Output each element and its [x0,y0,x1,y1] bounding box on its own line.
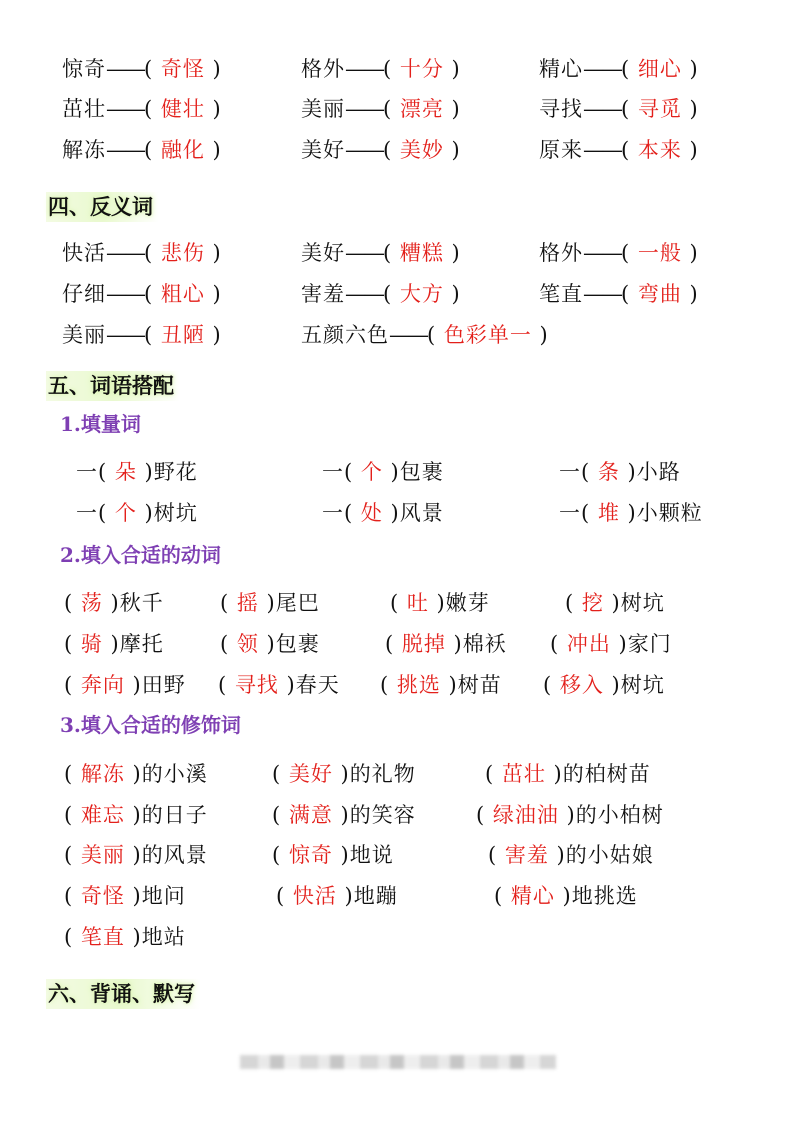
suffix: 的礼物 [349,762,416,786]
answer: 笔直 [80,925,125,949]
dash: —— [583,97,621,121]
suffix: 地问 [141,884,186,908]
answer: 吐 [406,591,429,615]
left-paren: ( [272,843,289,867]
word: 害羞 [301,282,345,306]
dash: —— [345,57,383,81]
suffix: 小颗粒 [636,501,703,525]
suffix: 野花 [153,460,198,484]
suffix: 风景 [399,501,444,525]
verb-item [550,627,672,661]
right-paren: ) [204,241,222,265]
verb-item [64,586,164,620]
subsection-1-heading: 1.填量词 [60,412,141,436]
measure-word-item [76,496,198,530]
left-paren: ( [220,591,237,615]
suffix: 树苗 [457,673,502,697]
synonym-item [301,52,461,86]
prefix: 一 [322,501,344,525]
verb-item [220,586,320,620]
suffix: 春天 [295,673,340,697]
modifier-row [0,920,793,954]
word: 美丽 [301,97,345,121]
right-paren: ) [681,138,699,162]
word: 仔细 [62,282,106,306]
antonym-item [539,277,699,311]
modifier-row [0,757,793,791]
synonym-row [0,133,793,167]
right-paren: ) [382,460,400,484]
right-paren: ) [443,97,461,121]
right-paren: ) [332,762,350,786]
suffix: 秋千 [119,591,164,615]
answer: 融化 [160,138,205,162]
synonym-item [301,133,461,167]
right-paren: ) [603,591,621,615]
right-paren: ) [681,97,699,121]
left-paren: ( [621,138,638,162]
answer: 朵 [114,460,137,484]
modifier-item [64,757,208,791]
left-paren: ( [390,591,407,615]
answer: 领 [236,632,259,656]
answer: 奔向 [80,673,125,697]
word: 解冻 [62,138,106,162]
right-paren: ) [258,632,276,656]
left-paren: ( [98,460,115,484]
right-paren: ) [204,282,222,306]
verb-item [380,668,502,702]
answer: 寻觅 [637,97,682,121]
left-paren: ( [344,460,361,484]
answer: 弯曲 [637,282,682,306]
word: 笔直 [539,282,583,306]
suffix: 地蹦 [353,884,398,908]
dash: —— [106,323,144,347]
right-paren: ) [124,673,142,697]
dash: —— [345,97,383,121]
left-paren: ( [218,673,235,697]
left-paren: ( [144,57,161,81]
modifier-item [272,757,416,791]
suffix: 树坑 [620,591,665,615]
left-paren: ( [144,241,161,265]
answer: 难忘 [80,803,125,827]
left-paren: ( [144,323,161,347]
suffix: 的笑容 [349,803,416,827]
antonym-item [539,236,699,270]
dash: —— [345,241,383,265]
left-paren: ( [220,632,237,656]
measure-word-row [0,496,793,530]
answer: 处 [360,501,383,525]
word: 精心 [539,57,583,81]
right-paren: ) [603,673,621,697]
right-paren: ) [204,97,222,121]
left-paren: ( [494,884,511,908]
suffix: 嫩芽 [445,591,490,615]
right-paren: ) [681,282,699,306]
suffix: 小路 [636,460,681,484]
dash: —— [345,138,383,162]
word: 格外 [301,57,345,81]
dash: —— [583,57,621,81]
right-paren: ) [124,884,142,908]
answer: 堆 [597,501,620,525]
prefix: 一 [322,460,344,484]
answer: 摇 [236,591,259,615]
modifier-item [64,838,208,872]
right-paren: ) [443,282,461,306]
answer: 挑选 [396,673,441,697]
right-paren: ) [102,632,120,656]
modifier-item [64,920,186,954]
verb-row [0,627,793,661]
answer: 大方 [399,282,444,306]
modifier-item [272,838,394,872]
left-paren: ( [380,673,397,697]
answer: 快活 [292,884,337,908]
suffix: 的柏树苗 [562,762,651,786]
right-paren: ) [124,843,142,867]
answer: 个 [114,501,137,525]
antonym-item [62,277,222,311]
synonym-item [539,92,699,126]
answer: 奇怪 [80,884,125,908]
dash: —— [106,57,144,81]
right-paren: ) [336,884,354,908]
answer: 健壮 [160,97,205,121]
answer: 荡 [80,591,103,615]
right-paren: ) [278,673,296,697]
measure-word-item [559,496,703,530]
modifier-row [0,838,793,872]
right-paren: ) [332,843,350,867]
word: 美好 [301,138,345,162]
left-paren: ( [476,803,493,827]
left-paren: ( [64,843,81,867]
answer: 条 [597,460,620,484]
suffix: 地挑选 [571,884,638,908]
word: 格外 [539,241,583,265]
left-paren: ( [621,57,638,81]
right-paren: ) [124,762,142,786]
left-paren: ( [64,884,81,908]
section-6-heading: 六、背诵、默写 [46,979,201,1009]
suffix: 棉袄 [462,632,507,656]
measure-word-item [76,455,198,489]
word: 原来 [539,138,583,162]
answer: 个 [360,460,383,484]
answer: 美妙 [399,138,444,162]
suffix: 的风景 [141,843,208,867]
suffix: 家门 [627,632,672,656]
prefix: 一 [559,460,581,484]
suffix: 地说 [349,843,394,867]
left-paren: ( [488,843,505,867]
suffix: 包裹 [399,460,444,484]
left-paren: ( [550,632,567,656]
dash: —— [106,241,144,265]
right-paren: ) [619,460,637,484]
right-paren: ) [136,460,154,484]
modifier-item [276,879,398,913]
left-paren: ( [144,97,161,121]
word: 五颜六色 [301,323,389,347]
answer: 精心 [510,884,555,908]
verb-item [385,627,507,661]
right-paren: ) [443,241,461,265]
subsection-3-heading: 3.填入合适的修饰词 [60,713,241,737]
answer: 解冻 [80,762,125,786]
left-paren: ( [621,282,638,306]
right-paren: ) [440,673,458,697]
left-paren: ( [144,138,161,162]
section-5-heading: 五、词语搭配 [46,371,180,401]
answer: 本来 [637,138,682,162]
verb-item [218,668,340,702]
dash: —— [106,138,144,162]
left-paren: ( [383,241,400,265]
synonym-item [539,52,699,86]
antonym-item [301,277,461,311]
suffix: 的小柏树 [575,803,664,827]
word: 寻找 [539,97,583,121]
answer: 漂亮 [399,97,444,121]
right-paren: ) [619,501,637,525]
prefix: 一 [76,501,98,525]
right-paren: ) [681,57,699,81]
modifier-row [0,798,793,832]
modifier-item [64,879,186,913]
synonym-item [539,133,699,167]
left-paren: ( [64,925,81,949]
blurred-footer-bar [240,1055,556,1069]
synonym-row [0,92,793,126]
answer: 美丽 [80,843,125,867]
synonym-row [0,52,793,86]
answer: 茁壮 [501,762,546,786]
left-paren: ( [98,501,115,525]
suffix: 的日子 [141,803,208,827]
dash: —— [583,241,621,265]
synonym-item [62,52,222,86]
answer: 丑陋 [160,323,205,347]
measure-word-item [559,455,681,489]
prefix: 一 [76,460,98,484]
left-paren: ( [543,673,560,697]
right-paren: ) [124,925,142,949]
verb-item [64,668,186,702]
antonym-item [62,236,222,270]
right-paren: ) [610,632,628,656]
answer: 害羞 [504,843,549,867]
left-paren: ( [383,57,400,81]
answer: 粗心 [160,282,205,306]
answer: 挖 [581,591,604,615]
suffix: 的小姑娘 [565,843,654,867]
left-paren: ( [581,460,598,484]
right-paren: ) [428,591,446,615]
right-paren: ) [204,323,222,347]
dash: —— [345,282,383,306]
left-paren: ( [64,591,81,615]
answer: 绿油油 [492,803,559,827]
verb-item [64,627,164,661]
modifier-item [64,798,208,832]
synonym-item [62,133,222,167]
left-paren: ( [485,762,502,786]
right-paren: ) [545,762,563,786]
measure-word-item [322,455,444,489]
antonym-row [0,277,793,311]
modifier-item [485,757,651,791]
suffix: 摩托 [119,632,164,656]
right-paren: ) [681,241,699,265]
dash: —— [106,97,144,121]
left-paren: ( [383,282,400,306]
left-paren: ( [64,803,81,827]
suffix: 田野 [141,673,186,697]
suffix: 的小溪 [141,762,208,786]
dash: —— [106,282,144,306]
answer: 寻找 [234,673,279,697]
left-paren: ( [144,282,161,306]
left-paren: ( [621,97,638,121]
modifier-row [0,879,793,913]
left-paren: ( [621,241,638,265]
left-paren: ( [64,762,81,786]
word: 美丽 [62,323,106,347]
suffix: 地站 [141,925,186,949]
antonym-item [301,236,461,270]
left-paren: ( [383,138,400,162]
dash: —— [583,282,621,306]
answer: 十分 [399,57,444,81]
right-paren: ) [443,138,461,162]
right-paren: ) [102,591,120,615]
left-paren: ( [64,673,81,697]
answer: 一般 [637,241,682,265]
left-paren: ( [427,323,444,347]
verb-item [390,586,490,620]
dash: —— [389,323,427,347]
measure-word-item [322,496,444,530]
word: 惊奇 [62,57,106,81]
verb-row [0,586,793,620]
right-paren: ) [531,323,549,347]
suffix: 树坑 [153,501,198,525]
suffix: 包裹 [275,632,320,656]
answer: 奇怪 [160,57,205,81]
modifier-item [488,838,654,872]
suffix: 尾巴 [275,591,320,615]
answer: 惊奇 [288,843,333,867]
answer: 脱掉 [401,632,446,656]
verb-item [565,586,665,620]
right-paren: ) [554,884,572,908]
left-paren: ( [385,632,402,656]
word: 美好 [301,241,345,265]
dash: —— [583,138,621,162]
left-paren: ( [64,632,81,656]
right-paren: ) [443,57,461,81]
answer: 色彩单一 [443,323,532,347]
antonym-item [301,318,549,352]
left-paren: ( [272,803,289,827]
verb-item [543,668,665,702]
right-paren: ) [445,632,463,656]
subsection-2-heading: 2.填入合适的动词 [60,543,221,567]
right-paren: ) [382,501,400,525]
right-paren: ) [204,57,222,81]
answer: 细心 [637,57,682,81]
right-paren: ) [548,843,566,867]
modifier-item [494,879,638,913]
answer: 移入 [559,673,604,697]
answer: 骑 [80,632,103,656]
left-paren: ( [272,762,289,786]
word: 茁壮 [62,97,106,121]
verb-item [220,627,320,661]
left-paren: ( [276,884,293,908]
right-paren: ) [204,138,222,162]
left-paren: ( [344,501,361,525]
word: 快活 [62,241,106,265]
section-4-heading: 四、反义词 [46,192,159,222]
antonym-item [62,318,222,352]
answer: 糟糕 [399,241,444,265]
left-paren: ( [383,97,400,121]
synonym-item [301,92,461,126]
synonym-item [62,92,222,126]
verb-row [0,668,793,702]
right-paren: ) [332,803,350,827]
measure-word-row [0,455,793,489]
answer: 满意 [288,803,333,827]
prefix: 一 [559,501,581,525]
right-paren: ) [258,591,276,615]
antonym-row [0,318,793,352]
answer: 悲伤 [160,241,205,265]
left-paren: ( [581,501,598,525]
modifier-item [476,798,664,832]
antonym-row [0,236,793,270]
suffix: 树坑 [620,673,665,697]
modifier-item [272,798,416,832]
right-paren: ) [136,501,154,525]
right-paren: ) [558,803,576,827]
right-paren: ) [124,803,142,827]
answer: 美好 [288,762,333,786]
left-paren: ( [565,591,582,615]
answer: 冲出 [566,632,611,656]
